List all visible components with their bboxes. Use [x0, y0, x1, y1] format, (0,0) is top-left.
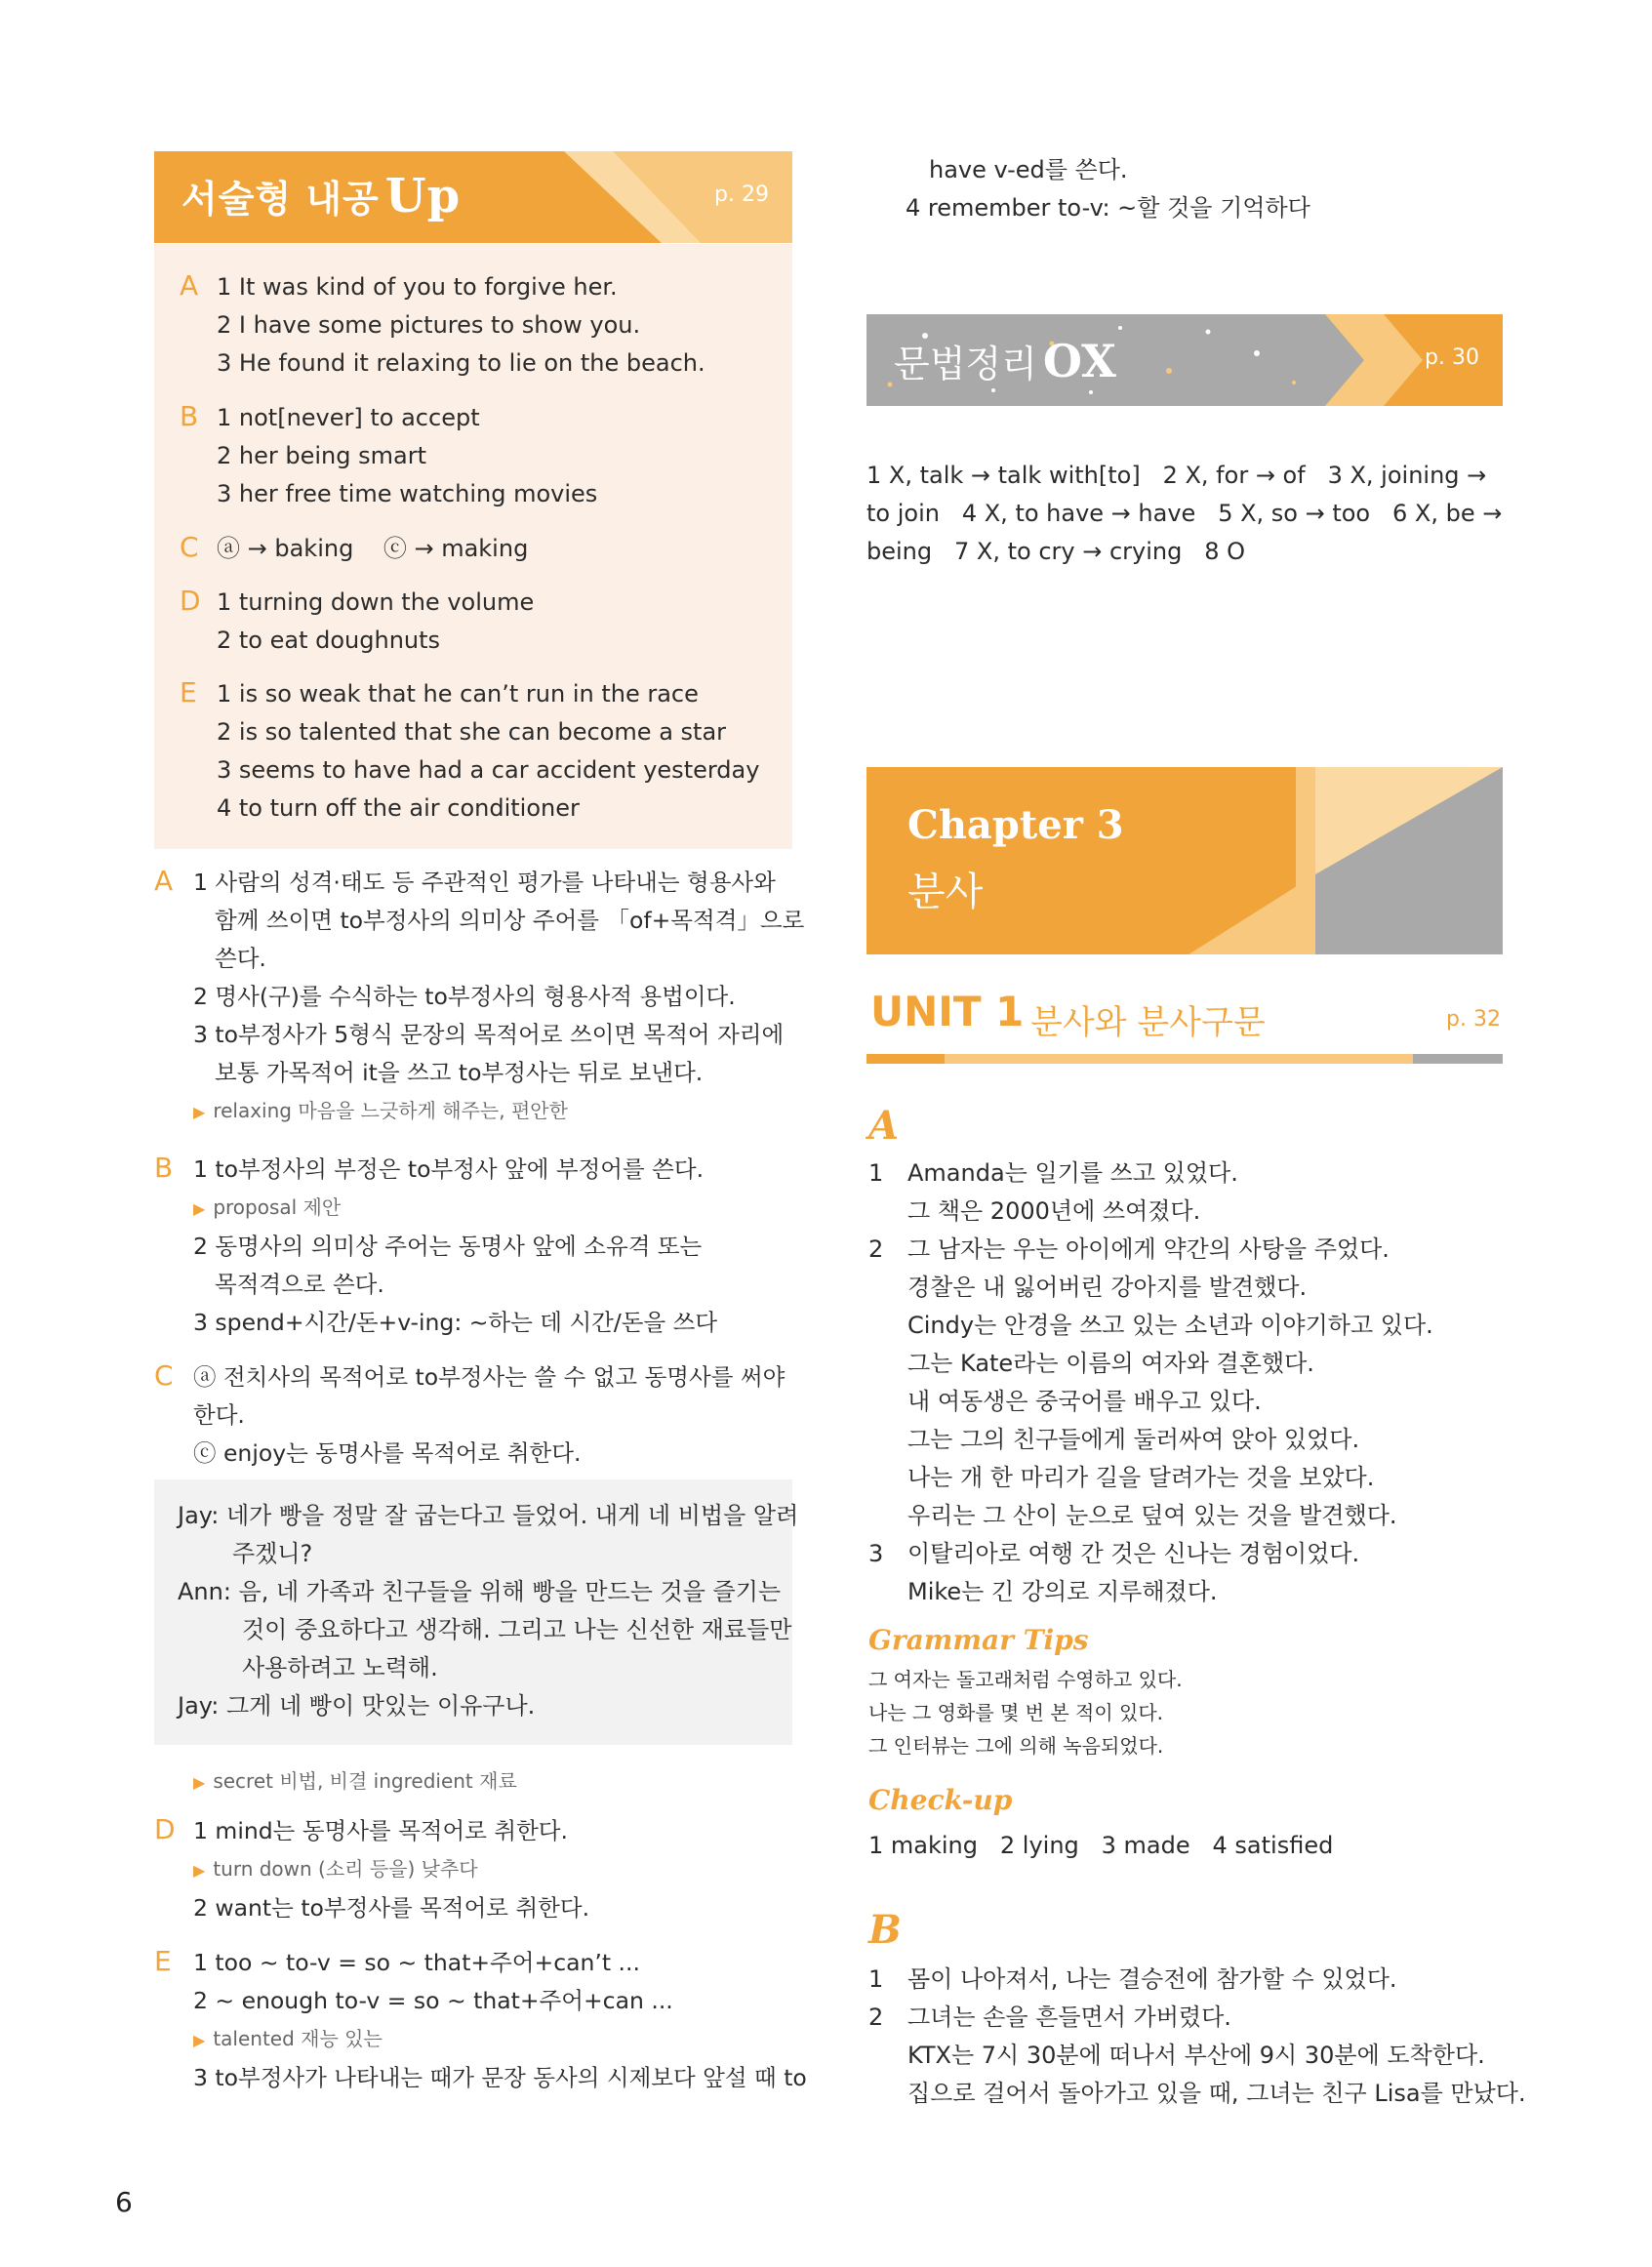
triangle-bullet-icon: ▶	[193, 1103, 206, 1121]
banner-title: 문법정리 OX	[894, 335, 1116, 387]
section-line: 우리는 그 산이 눈으로 덮여 있는 것을 발견했다.	[907, 1502, 1397, 1529]
section-banner-essay	[154, 151, 792, 243]
section-line: 3 이탈리아로 여행 간 것은 신나는 경험이었다.	[868, 1540, 1360, 1567]
section-line: 나는 개 한 마리가 길을 달려가는 것을 보았다.	[907, 1464, 1375, 1491]
dialog-line: Jay: 그게 네 빵이 맛있는 이유구나.	[178, 1692, 536, 1720]
explanation-line: 목적격으로 쓴다.	[215, 1271, 384, 1298]
explanation-letter-e: E	[154, 1945, 172, 1977]
answer-group-e	[180, 675, 785, 828]
vocab-note: ▶ turn down (소리 등을) 낮추다	[193, 1857, 478, 1881]
section-line: 2 그녀는 손을 흔들면서 가버렸다.	[868, 2004, 1231, 2031]
ox-answers	[866, 457, 1503, 571]
dialog-line: Jay: 네가 빵을 정말 잘 굽는다고 들었어. 내게 네 비법을 알려	[178, 1502, 799, 1529]
explanation-line: 1 사람의 성격·태도 등 주관적인 평가를 나타내는 형용사와	[193, 869, 776, 896]
banner-page-ref: p. 29	[714, 182, 769, 207]
section-line: Cindy는 안경을 쓰고 있는 소년과 이야기하고 있다.	[907, 1312, 1433, 1339]
section-line: 1 몸이 나아져서, 나는 결승전에 참가할 수 있었다.	[868, 1965, 1397, 1993]
explanation-line: 3 to부정사가 나타내는 때가 문장 동사의 시제보다 앞설 때 to	[193, 2064, 807, 2091]
unit-page-ref: p. 32	[1446, 1007, 1501, 1032]
continued-text	[906, 151, 1503, 227]
section-line: 그는 그의 친구들에게 둘러싸여 앉아 있었다.	[907, 1426, 1360, 1453]
dialog-box	[154, 1479, 799, 1745]
tips-line: 그 여자는 돌고래처럼 수영하고 있다.	[868, 1668, 1183, 1691]
section-banner-grammar-ox	[866, 314, 1503, 406]
explanation-line: 보통 가목적어 it을 쓰고 to부정사는 뒤로 보낸다.	[215, 1059, 704, 1086]
explanation-b	[154, 1151, 792, 1342]
explanation-line: 쓴다.	[215, 945, 266, 972]
continued-line: have v-ed를 쓴다.	[929, 156, 1128, 183]
section-b-lines	[868, 1961, 1526, 2113]
answer-letter-e: E	[180, 676, 197, 708]
page-number: 6	[115, 2186, 133, 2218]
answer-letter-d: D	[180, 585, 201, 617]
section-line: KTX는 7시 30분에 떠나서 부산에 9시 30분에 도착한다.	[907, 2042, 1485, 2069]
ox-line: being 7 X, to cry → crying 8 O	[866, 538, 1246, 565]
explanation-line: 한다.	[193, 1401, 245, 1429]
explanation-line: 1 to부정사의 부정은 to부정사 앞에 부정어를 쓴다.	[193, 1155, 705, 1183]
answer-group-a	[180, 268, 785, 383]
vocab-note: ▶ talented 재능 있는	[193, 2027, 383, 2050]
answer-line: 1 not[never] to accept	[217, 404, 480, 431]
answer-line: 1 It was kind of you to forgive her.	[217, 273, 618, 301]
triangle-bullet-icon: ▶	[193, 1773, 206, 1792]
check-up-heading: Check-up	[868, 1784, 1013, 1816]
section-line: 2 그 남자는 우는 아이에게 약간의 사탕을 주었다.	[868, 1235, 1390, 1263]
answer-line: 2 is so talented that she can become a star	[217, 718, 727, 746]
answer-group-b	[180, 399, 785, 513]
answer-line: 2 I have some pictures to show you.	[217, 311, 641, 339]
answer-line: 3 He found it relaxing to lie on the beach.	[217, 349, 705, 377]
explanation-letter-c: C	[154, 1359, 174, 1392]
explanation-letter-d: D	[154, 1813, 176, 1845]
explanation-line: 2 명사(구)를 수식하는 to부정사의 형용사적 용법이다.	[193, 983, 736, 1010]
chapter-title: Chapter 3	[907, 802, 1124, 848]
check-up-line: 1 making 2 lying 3 made 4 satisfied	[868, 1832, 1334, 1859]
answer-line: 3 her free time watching movies	[217, 480, 598, 507]
explanation-line: 2 동명사의 의미상 주어는 동명사 앞에 소유격 또는	[193, 1233, 703, 1260]
triangle-bullet-icon: ▶	[193, 1861, 206, 1880]
answer-line: 2 her being smart	[217, 442, 426, 469]
grammar-tips-lines	[868, 1663, 1503, 1762]
vocab-note: ▶ relaxing 마음을 느긋하게 해주는, 편안한	[193, 1099, 568, 1122]
triangle-bullet-icon: ▶	[193, 2031, 206, 2049]
ox-line: 1 X, talk → talk with[to] 2 X, for → of 3 X, joining →	[866, 462, 1487, 489]
answer-group-c	[180, 530, 785, 568]
ox-line: to join 4 X, to have → have 5 X, so → too 6 X, be →	[866, 500, 1503, 527]
dialog-line: 주겠니?	[232, 1540, 313, 1567]
answer-line: 2 to eat doughnuts	[217, 627, 441, 654]
chapter-banner	[866, 767, 1503, 954]
explanation-line: 1 mind는 동명사를 목적어로 취한다.	[193, 1817, 568, 1844]
section-line: 1 Amanda는 일기를 쓰고 있었다.	[868, 1159, 1238, 1187]
vocab-note: ▶ secret 비법, 비결 ingredient 재료	[193, 1769, 517, 1793]
explanation-e	[154, 1944, 807, 2097]
explanation-c-note	[193, 1762, 779, 1801]
answer-line: 3 seems to have had a car accident yesterday	[217, 756, 760, 784]
chapter-subtitle: 분사	[907, 870, 984, 914]
section-line: 집으로 걸어서 돌아가고 있을 때, 그녀는 친구 Lisa를 만났다.	[907, 2080, 1526, 2107]
unit-title: 분사와 분사구문	[1030, 1003, 1266, 1042]
section-letter-b: B	[868, 1907, 902, 1953]
explanation-line: ⓒ enjoy는 동명사를 목적어로 취한다.	[193, 1439, 582, 1467]
dialog-line: 것이 중요하다고 생각해. 그리고 나는 신선한 재료들만	[242, 1616, 792, 1643]
answer-letter-c: C	[180, 531, 199, 563]
explanation-line: 1 too ~ to-v = so ~ that+주어+can’t ...	[193, 1949, 640, 1976]
explanation-line: 함께 쓰이면 to부정사의 의미상 주어를 「of+목적격」으로	[215, 907, 805, 934]
explanation-line: ⓐ 전치사의 목적어로 to부정사는 쓸 수 없고 동명사를 써야	[193, 1363, 786, 1391]
continued-line: 4 remember to-v: ~할 것을 기억하다	[906, 194, 1310, 222]
answer-group-d	[180, 584, 785, 660]
unit-label: UNIT 1	[870, 988, 1025, 1035]
dialog-line: 사용하려고 노력해.	[242, 1654, 438, 1681]
explanation-d	[154, 1812, 792, 1927]
explanation-letter-b: B	[154, 1152, 174, 1184]
explanation-a	[154, 864, 805, 1131]
unit-header	[866, 984, 1503, 1062]
vocab-note: ▶ proposal 제안	[193, 1195, 342, 1219]
section-line: 경찰은 내 잃어버린 강아지를 발견했다.	[907, 1274, 1308, 1301]
answer-line: 4 to turn off the air conditioner	[217, 794, 580, 822]
explanation-letter-a: A	[154, 865, 174, 897]
check-up-answers	[868, 1827, 1503, 1865]
answer-line: 1 is so weak that he can’t run in the race	[217, 680, 699, 708]
triangle-bullet-icon: ▶	[193, 1199, 206, 1218]
answer-line: 1 turning down the volume	[217, 588, 535, 616]
section-line: Mike는 긴 강의로 지루해졌다.	[907, 1578, 1218, 1605]
explanation-line: 2 want는 to부정사를 목적어로 취한다.	[193, 1894, 590, 1922]
section-line: 그는 Kate라는 이름의 여자와 결혼했다.	[907, 1350, 1314, 1377]
unit-underline	[866, 1052, 1503, 1066]
explanation-line: 3 to부정사가 5형식 문장의 목적어로 쓰이면 목적어 자리에	[193, 1021, 785, 1048]
grammar-tips-heading: Grammar Tips	[868, 1624, 1089, 1656]
tips-line: 나는 그 영화를 몇 번 본 적이 있다.	[868, 1701, 1164, 1724]
banner-page-ref: p. 30	[1425, 345, 1479, 370]
explanation-line: 2 ~ enough to-v = so ~ that+주어+can ...	[193, 1987, 673, 2014]
explanation-c	[154, 1358, 792, 1473]
tips-line: 그 인터뷰는 그에 의해 녹음되었다.	[868, 1734, 1164, 1758]
banner-title: 서술형 내공 Up	[181, 169, 462, 223]
explanation-line: 3 spend+시간/돈+v-ing: ~하는 데 시간/돈을 쓰다	[193, 1309, 718, 1336]
answer-letter-b: B	[180, 400, 199, 432]
section-line: 내 여동생은 중국어를 배우고 있다.	[907, 1388, 1262, 1415]
section-a-lines	[868, 1154, 1503, 1611]
dialog-line: Ann: 음, 네 가족과 친구들을 위해 빵을 만드는 것을 즐기는	[178, 1578, 782, 1605]
section-letter-a: A	[868, 1103, 900, 1149]
section-line: 그 책은 2000년에 쓰여졌다.	[907, 1197, 1201, 1225]
answer-line: ⓐ → baking ⓒ → making	[217, 535, 529, 562]
answer-letter-a: A	[180, 269, 199, 302]
